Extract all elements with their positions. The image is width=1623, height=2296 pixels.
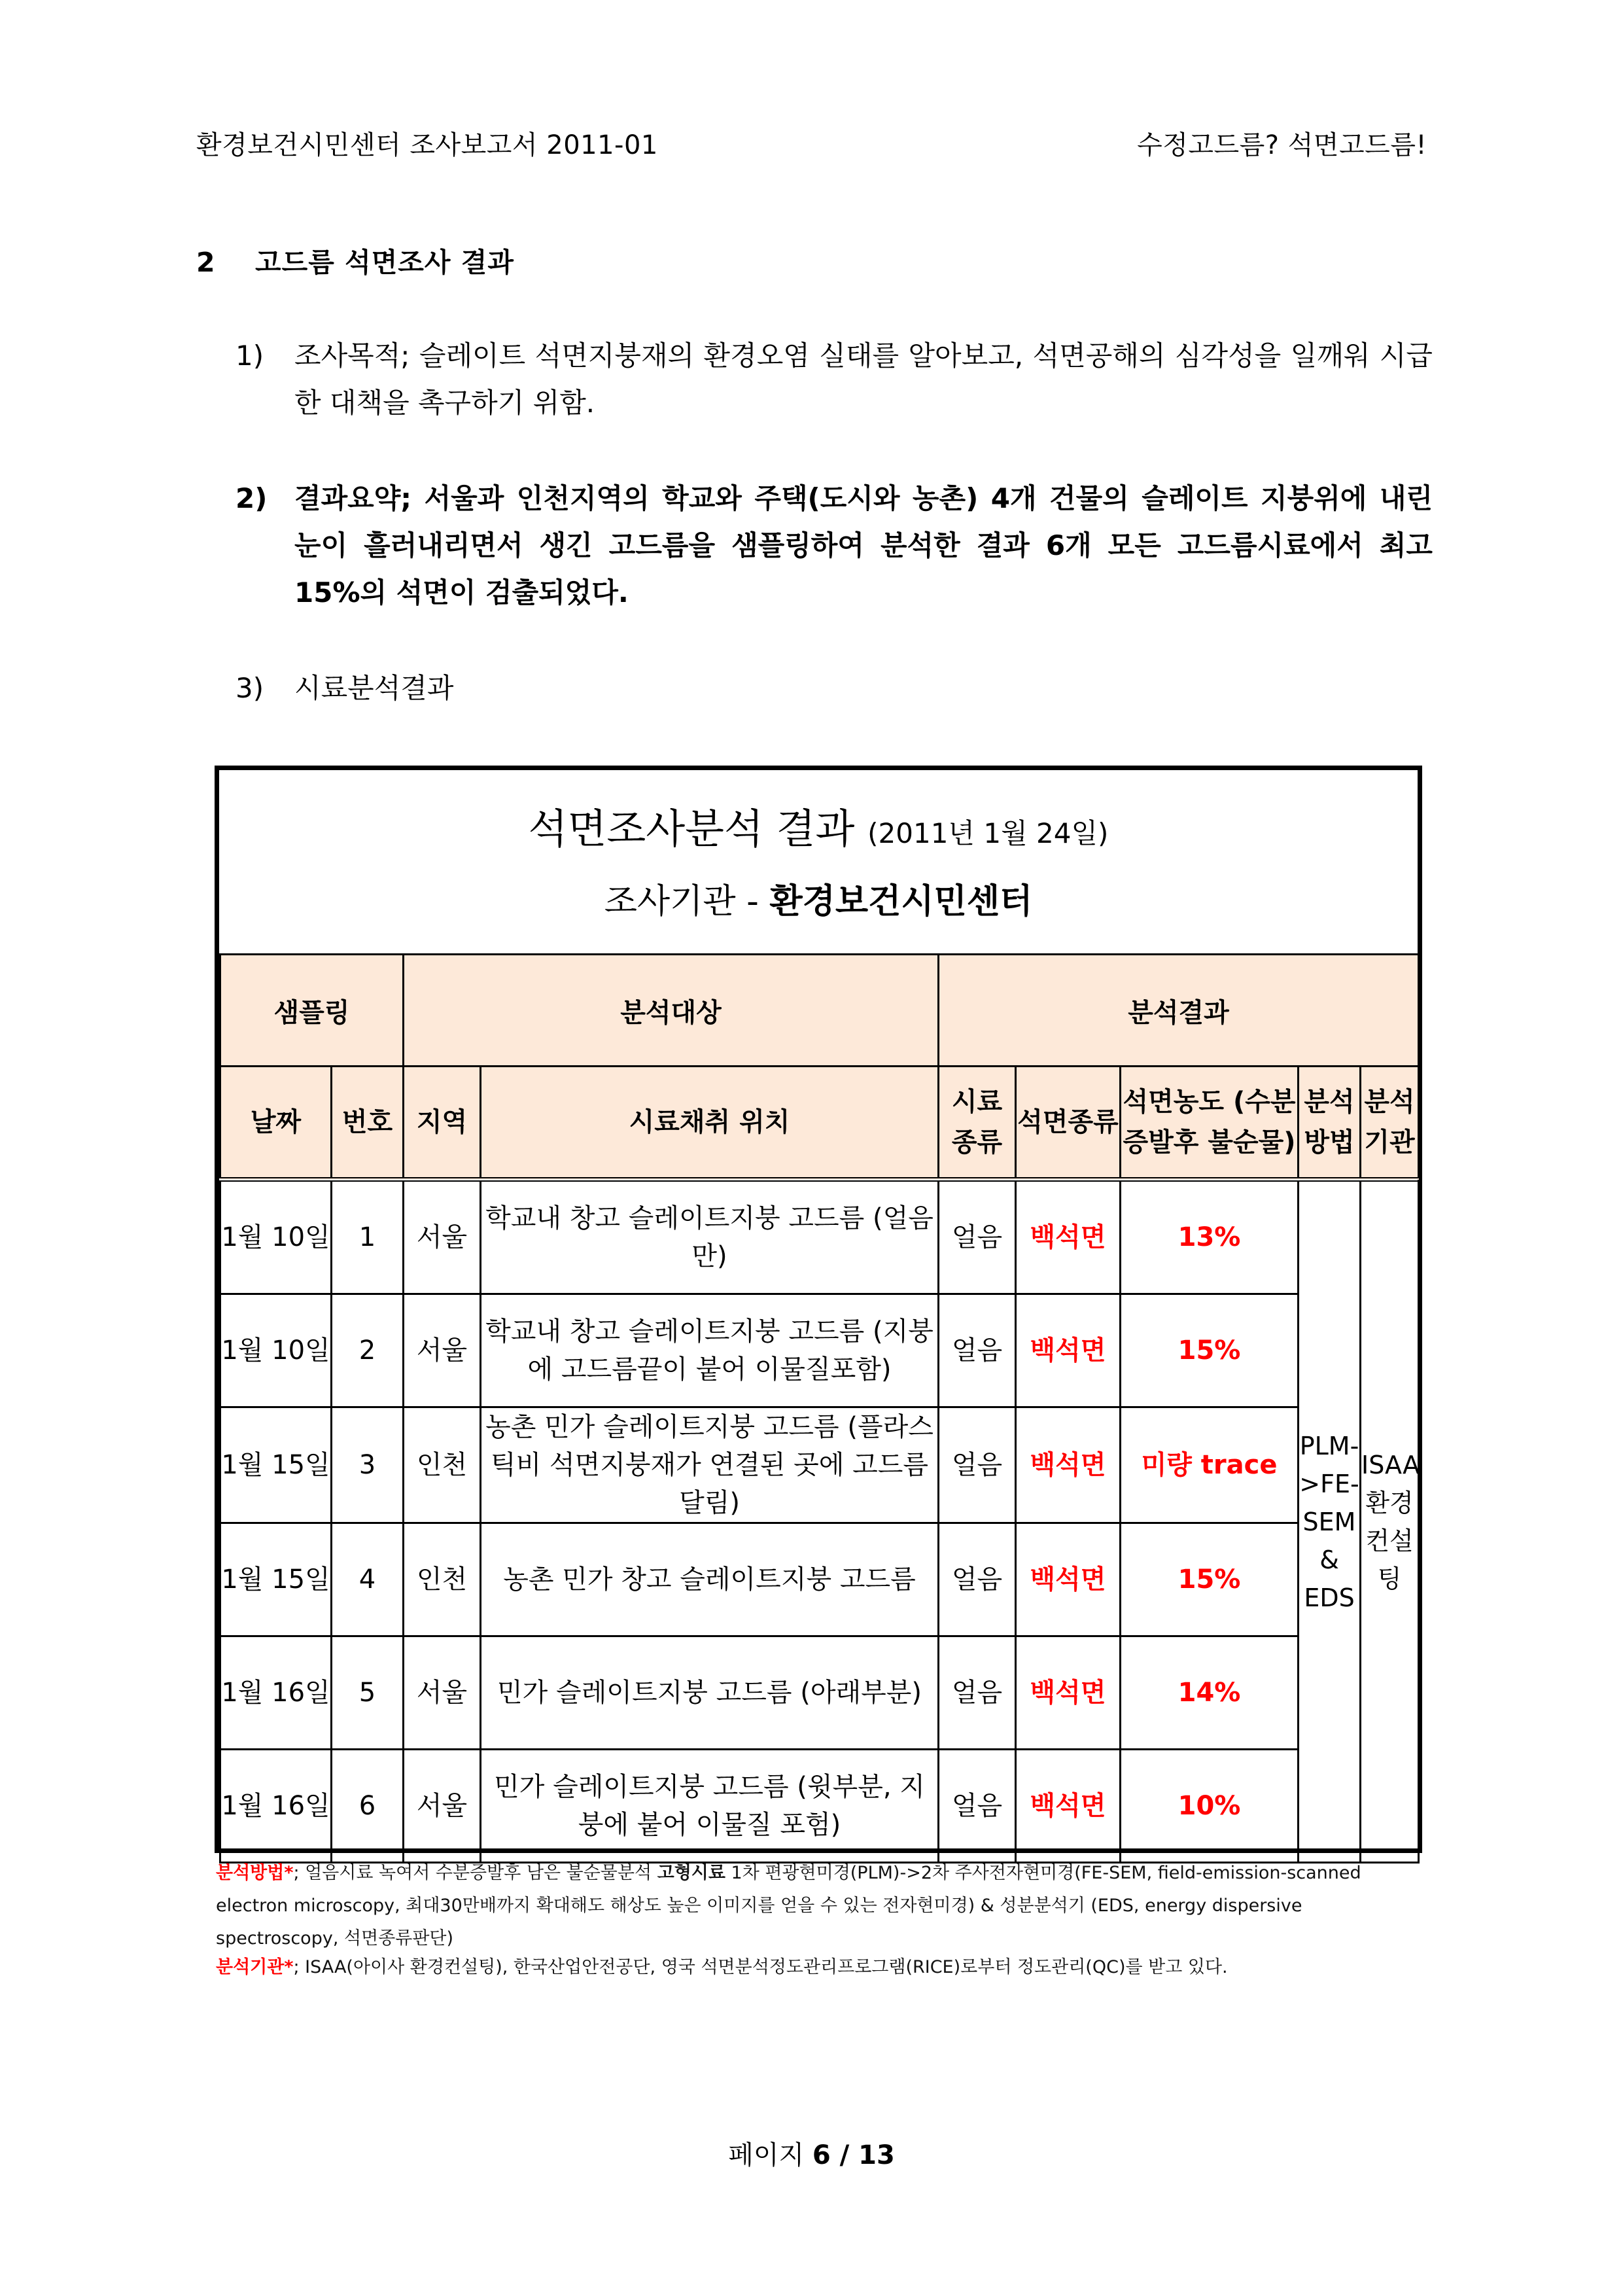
cell-no: 6 [332,1750,404,1863]
table-title-block [219,770,1418,955]
page-footer [0,2134,1623,2172]
note-lab-text: ; ISAA(아이사 환경컨설팅), 한국산업안전공단, 영국 석면분석정도관리프로그램(RICE)로부터 정도관리(QC)를 받고 있다. [293,1957,1228,1977]
cell-method: PLM->FE-SEM & EDS [1299,1180,1361,1863]
cell-no: 4 [332,1523,404,1636]
table-title-date: (2011년 1월 24일) [867,817,1109,849]
list-item-text: 결과요약; 서울과 인천지역의 학교와 주택(도시와 농촌) 4개 건물의 슬레이트 지붕위에 내린 눈이 흘러내리면서 생긴 고드름을 샘플링하여 분석한 결과 6개 모든 고드름시료에서 최고 15%의 석면이 검출되었다. [294,482,1433,609]
note-method [216,1857,1406,1955]
list-item-number: 3) [236,672,264,704]
list-item-text: 조사목적; 슬레이트 석면지붕재의 환경오염 실태를 알아보고, 석면공해의 심각성을 일깨워 시급한 대책을 촉구하기 위함. [294,340,1433,419]
cell-asbestos-type: 백석면 [1016,1523,1121,1636]
cell-region: 서울 [404,1636,481,1750]
cell-date: 1월 10일 [220,1180,332,1294]
cell-sample: 얼음 [939,1750,1016,1863]
col-header-region: 지역 [404,1067,481,1180]
col-header-date: 날짜 [220,1067,332,1180]
cell-lab: ISAA 환경컨설팅 [1361,1180,1419,1863]
cell-sample: 얼음 [939,1407,1016,1523]
cell-concentration: 14% [1121,1636,1299,1750]
cell-asbestos-type: 백석면 [1016,1636,1121,1750]
footer-prefix: 페이지 [728,2140,812,2170]
section-title: 고드름 석면조사 결과 [255,247,515,278]
cell-date: 1월 15일 [220,1407,332,1523]
cell-sample: 얼음 [939,1523,1016,1636]
cell-location: 농촌 민가 창고 슬레이트지붕 고드름 [481,1523,939,1636]
table-org-name: 환경보건시민센터 [769,882,1033,921]
cell-location: 민가 슬레이트지붕 고드름 (아래부분) [481,1636,939,1750]
col-header-lab: 분석기관 [1361,1067,1419,1180]
cell-location: 농촌 민가 슬레이트지붕 고드름 (플라스틱비 석면지붕재가 연결된 곳에 고드름 달림) [481,1407,939,1523]
cell-sample: 얼음 [939,1180,1016,1294]
note-method-label: 분석방법* [216,1863,294,1883]
table-row [220,1750,1419,1863]
cell-asbestos-type: 백석면 [1016,1294,1121,1407]
table-column-header-row [220,1067,1419,1180]
cell-date: 1월 16일 [220,1636,332,1750]
cell-concentration: 10% [1121,1750,1299,1863]
cell-no: 5 [332,1636,404,1750]
list-item-text: 시료분석결과 [294,672,454,704]
results-table-box [215,766,1422,1853]
list-item-results [236,665,1433,712]
cell-concentration: 13% [1121,1180,1299,1294]
footer-total-pages: 13 [858,2140,895,2170]
table-org-prefix: 조사기관 - [604,882,770,921]
cell-no: 3 [332,1407,404,1523]
col-header-sample-type: 시료종류 [939,1067,1016,1180]
col-header-location: 시료채취 위치 [481,1067,939,1180]
table-row [220,1407,1419,1523]
cell-region: 인천 [404,1407,481,1523]
table-row [220,1180,1419,1294]
cell-no: 1 [332,1180,404,1294]
col-header-method: 분석방법 [1299,1067,1361,1180]
group-header-target: 분석대상 [404,955,939,1067]
cell-concentration: 15% [1121,1294,1299,1407]
cell-no: 2 [332,1294,404,1407]
col-header-no: 번호 [332,1067,404,1180]
list-item-summary [236,475,1433,616]
table-org [219,874,1418,923]
note-method-bold: 고형시료 [657,1863,725,1883]
header-right-title: 수정고드름? 석면고드름! [1137,130,1427,160]
table-group-header-row [220,955,1419,1067]
cell-asbestos-type: 백석면 [1016,1407,1121,1523]
table-row [220,1523,1419,1636]
cell-region: 서울 [404,1750,481,1863]
note-method-text-cont: 1차 편광현미경(PLM)->2차 주사전자현미경(FE-SEM, field-emission-scanned electron microscopy, 최대30만배까지 확대해도 해상도 높은 이미지를 얻을 수 있는 전자현미경) & 성분분석기 (EDS, energy dispersive spectroscopy, 석면종류판단) [216,1863,1361,1949]
footer-separator: / [830,2140,859,2170]
header-left-title: 환경보건시민센터 조사보고서 2011-01 [196,130,658,160]
table-row [220,1636,1419,1750]
cell-date: 1월 10일 [220,1294,332,1407]
cell-region: 인천 [404,1523,481,1636]
group-header-sampling: 샘플링 [220,955,404,1067]
cell-region: 서울 [404,1294,481,1407]
col-header-asbestos-type: 석면종류 [1016,1067,1121,1180]
cell-sample: 얼음 [939,1294,1016,1407]
cell-concentration: 15% [1121,1523,1299,1636]
footer-current-page: 6 [812,2140,831,2170]
cell-location: 학교내 창고 슬레이트지붕 고드름 (지붕에 고드름끝이 붙어 이물질포함) [481,1294,939,1407]
col-header-concentration: 석면농도 (수분증발후 불순물) [1121,1067,1299,1180]
list-item-number: 1) [236,340,264,372]
table-title [219,796,1418,855]
list-item-purpose [236,332,1433,427]
cell-asbestos-type: 백석면 [1016,1750,1121,1863]
section-number: 2 [196,247,216,278]
note-method-text: ; 얼음시료 녹여서 수분증발후 남은 불순물분석 [293,1863,657,1883]
section-heading [196,241,514,279]
results-table [219,953,1420,1863]
note-lab [216,1951,1406,1984]
group-header-result: 분석결과 [939,955,1419,1067]
cell-region: 서울 [404,1180,481,1294]
cell-location: 학교내 창고 슬레이트지붕 고드름 (얼음만) [481,1180,939,1294]
list-item-number: 2) [236,482,268,514]
cell-location: 민가 슬레이트지붕 고드름 (윗부분, 지붕에 붙어 이물질 포험) [481,1750,939,1863]
cell-date: 1월 16일 [220,1750,332,1863]
cell-asbestos-type: 백석면 [1016,1180,1121,1294]
table-title-text: 석면조사분석 결과 [528,805,855,853]
cell-sample: 얼음 [939,1636,1016,1750]
cell-date: 1월 15일 [220,1523,332,1636]
cell-concentration: 미량 trace [1121,1407,1299,1523]
table-row [220,1294,1419,1407]
note-lab-label: 분석기관* [216,1957,294,1977]
